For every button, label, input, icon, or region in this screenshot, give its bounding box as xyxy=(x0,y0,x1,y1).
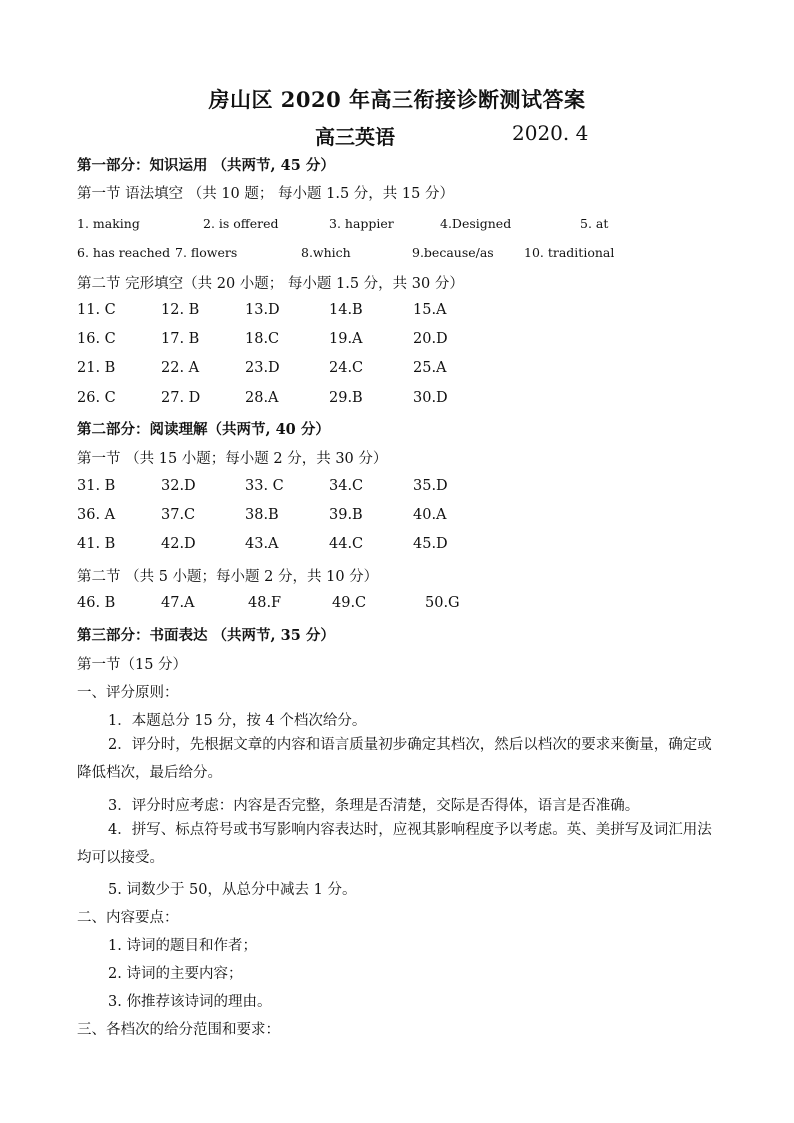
answer-item: 12. B xyxy=(161,302,200,318)
answer-item: 8.which xyxy=(301,245,351,260)
part1-section1-heading: 第一节 语法填空 （共 10 题； 每小题 1.5 分，共 15 分） xyxy=(77,186,454,202)
exam-date: 2020. 4 xyxy=(512,121,589,145)
answer-item: 15.A xyxy=(413,302,447,318)
answer-item: 25.A xyxy=(413,360,447,376)
subject-title: 高三英语 xyxy=(315,125,395,149)
answer-item: 24.C xyxy=(329,360,364,376)
answer-item: 50.G xyxy=(425,595,460,611)
answer-item: 28.A xyxy=(245,390,279,406)
points-heading: 二、内容要点： xyxy=(77,910,179,926)
answer-item: 17. B xyxy=(161,331,200,347)
principle-item-long: 4．拼写、标点符号或书写影响内容表达时，应视其影响程度予以考虑。英、美拼写及词汇用法均可以接受。 xyxy=(77,822,712,866)
answer-item: 46. B xyxy=(77,595,116,611)
answer-item: 37.C xyxy=(161,507,196,523)
answer-item: 14.B xyxy=(329,302,363,318)
principle-item: 5. 词数少于 50，从总分中减去 1 分。 xyxy=(108,882,357,898)
answer-item: 23.D xyxy=(245,360,280,376)
part2-heading: 第二部分：阅读理解（共两节, 40 分） xyxy=(77,421,330,438)
answer-item: 49.C xyxy=(332,595,367,611)
answer-item: 41. B xyxy=(77,536,116,552)
part3-heading: 第三部分：书面表达 （共两节, 35 分） xyxy=(77,627,335,644)
answer-item: 34.C xyxy=(329,478,364,494)
answer-item: 7. flowers xyxy=(175,245,238,260)
answer-item: 18.C xyxy=(245,331,280,347)
principles-heading: 一、评分原则： xyxy=(77,685,179,701)
answer-item: 33. C xyxy=(245,478,284,494)
answer-item: 47.A xyxy=(161,595,195,611)
answer-item: 13.D xyxy=(245,302,280,318)
answer-item: 36. A xyxy=(77,507,116,523)
part1-heading: 第一部分：知识运用 （共两节, 45 分） xyxy=(77,157,335,174)
answer-item: 2. is offered xyxy=(203,216,279,231)
part2-section1-heading: 第一节 （共 15 小题；每小题 2 分，共 30 分） xyxy=(77,451,388,467)
part3-section1-heading: 第一节（15 分） xyxy=(77,657,188,673)
principle-item: 1．本题总分 15 分，按 4 个档次给分。 xyxy=(108,713,367,729)
part1-section2-heading: 第二节 完形填空（共 20 小题； 每小题 1.5 分，共 30 分） xyxy=(77,276,464,292)
point-item: 2. 诗词的主要内容； xyxy=(108,966,243,982)
answer-item: 4.Designed xyxy=(440,216,512,231)
grades-heading: 三、各档次的给分范围和要求： xyxy=(77,1022,280,1038)
answer-item: 42.D xyxy=(161,536,196,552)
answer-item: 35.D xyxy=(413,478,448,494)
answer-item: 10. traditional xyxy=(524,245,615,260)
point-item: 3. 你推荐该诗词的理由。 xyxy=(108,994,272,1010)
answer-item: 11. C xyxy=(77,302,116,318)
page-title: 房山区 2020 年高三衔接诊断测试答案 xyxy=(208,87,586,112)
answer-item: 32.D xyxy=(161,478,196,494)
part2-section2-heading: 第二节 （共 5 小题；每小题 2 分，共 10 分） xyxy=(77,569,379,585)
answer-item: 19.A xyxy=(329,331,363,347)
principle-item-long: 2．评分时，先根据文章的内容和语言质量初步确定其档次，然后以档次的要求来衡量，确定或降低档次，最后给分。 xyxy=(77,737,712,781)
answer-item: 9.because/as xyxy=(412,245,494,260)
answer-item: 26. C xyxy=(77,390,116,406)
answer-item: 40.A xyxy=(413,507,447,523)
answer-item: 21. B xyxy=(77,360,116,376)
answer-item: 16. C xyxy=(77,331,116,347)
answer-item: 1. making xyxy=(77,216,140,231)
answer-item: 5. at xyxy=(580,216,609,231)
answer-item: 48.F xyxy=(248,595,282,611)
answer-item: 27. D xyxy=(161,390,201,406)
answer-item: 30.D xyxy=(413,390,448,406)
answer-item: 45.D xyxy=(413,536,448,552)
answer-item: 3. happier xyxy=(329,216,394,231)
answer-item: 31. B xyxy=(77,478,116,494)
principle-item: 3．评分时应考虑：内容是否完整，条理是否清楚，交际是否得体，语言是否准确。 xyxy=(108,798,640,814)
answer-item: 29.B xyxy=(329,390,363,406)
answer-item: 38.B xyxy=(245,507,279,523)
answer-item: 22. A xyxy=(161,360,200,376)
answer-item: 44.C xyxy=(329,536,364,552)
point-item: 1. 诗词的题目和作者； xyxy=(108,938,257,954)
answer-item: 20.D xyxy=(413,331,448,347)
answer-item: 6. has reached xyxy=(77,245,171,260)
answer-item: 39.B xyxy=(329,507,363,523)
answer-item: 43.A xyxy=(245,536,279,552)
